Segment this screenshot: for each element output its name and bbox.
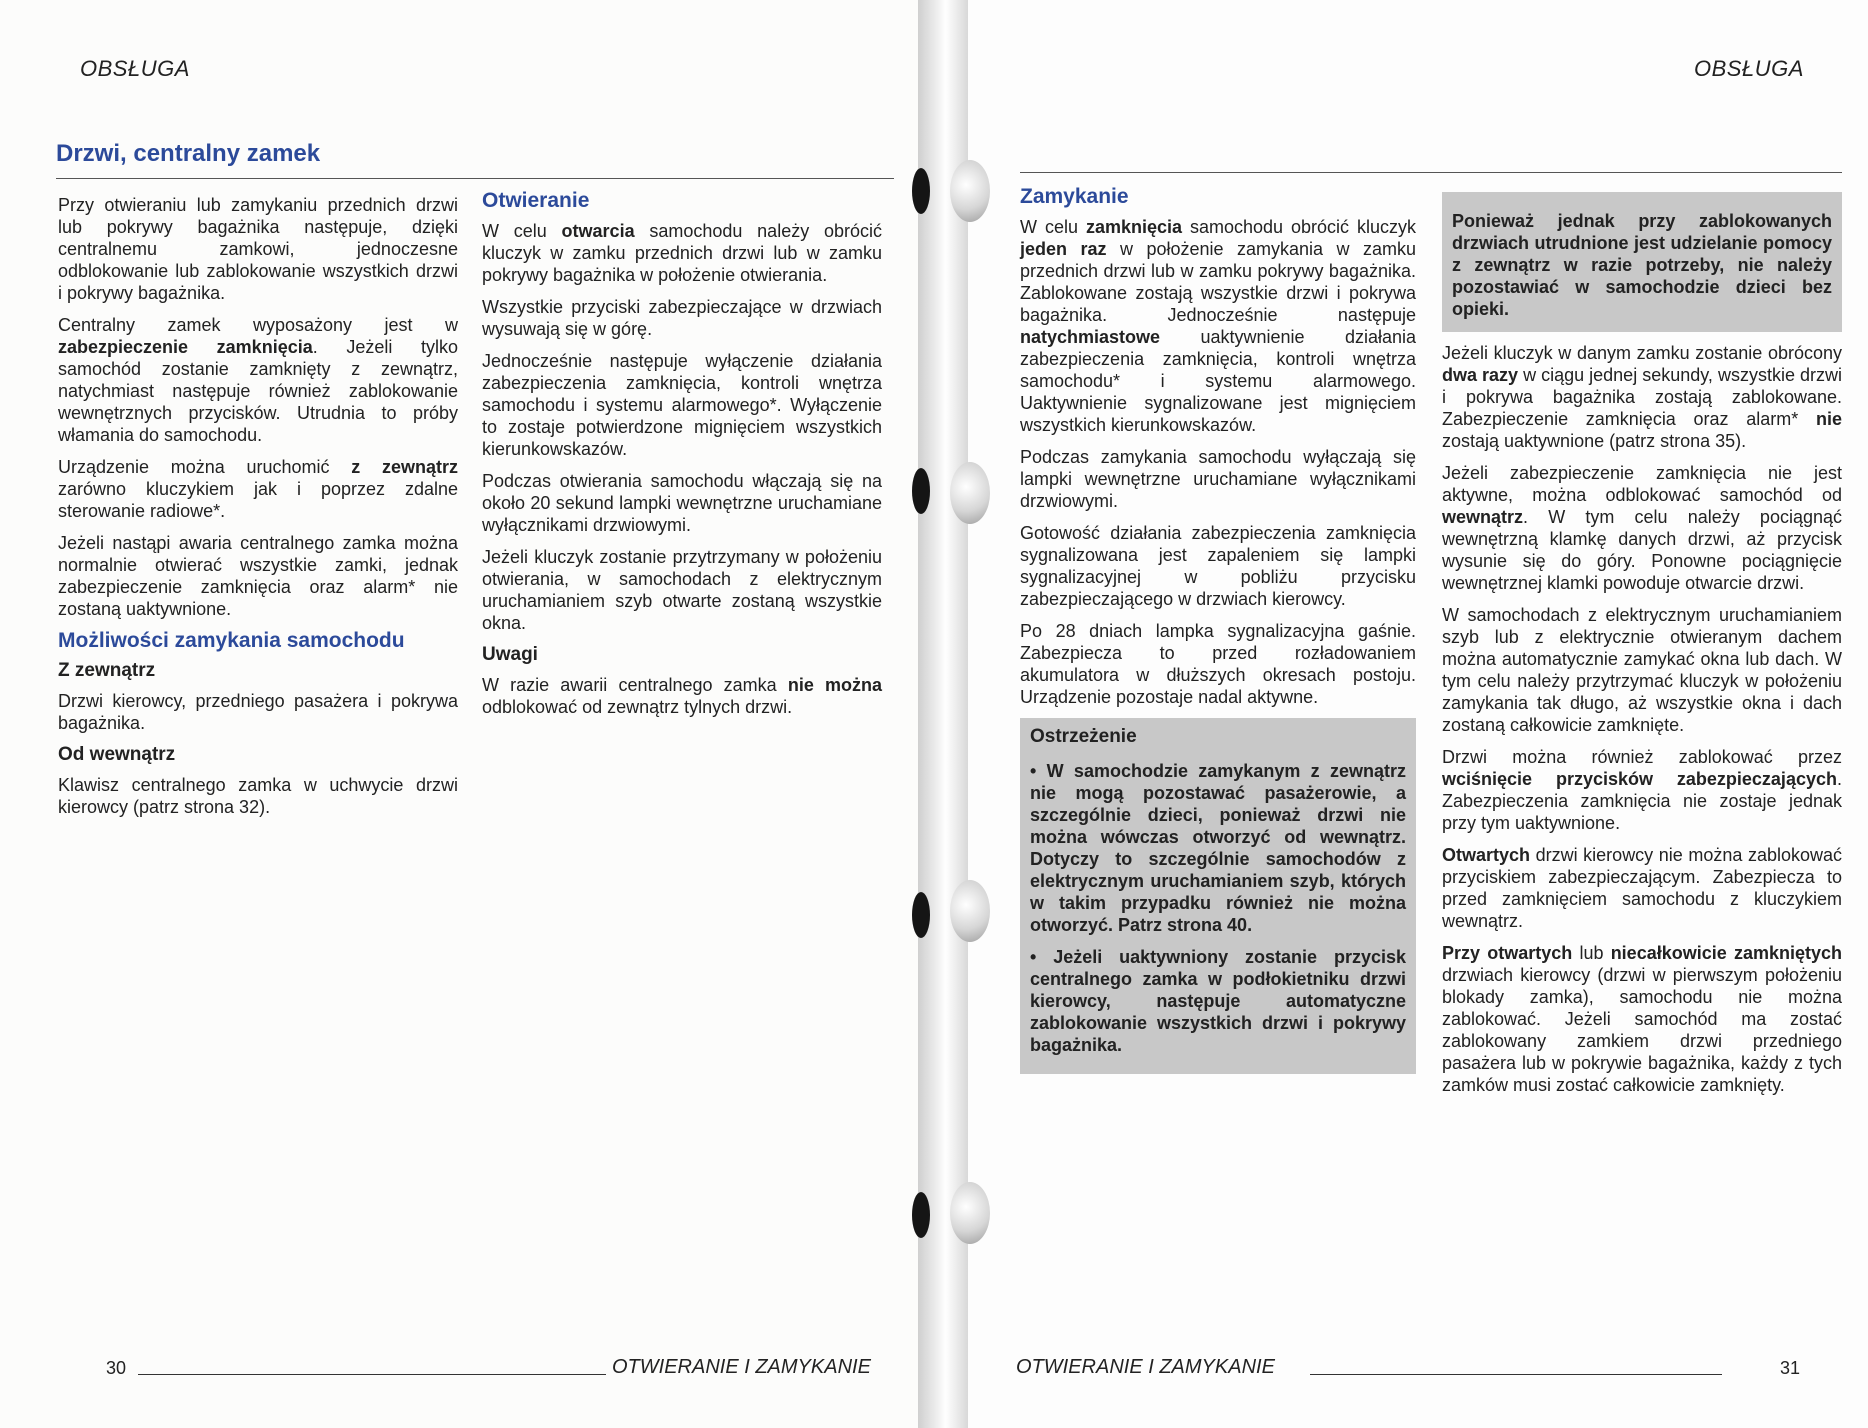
paragraph: Klawisz centralnego zamka w uchwycie drzwi kierowcy (patrz strona 32). [58, 775, 458, 817]
warning-title: Ostrzeżenie [1030, 726, 1137, 747]
warning-item: • Jeżeli uaktywniony zostanie przycisk centralnego zamka w podłokietniku drzwi kierowcy, następuje automatyczne zablokowanie wszystkich drzwi i pokrywy bagażnika. [1030, 947, 1406, 1055]
paragraph: Wszystkie przyciski zabezpieczające w drzwiach wysuwają się w górę. [482, 297, 882, 339]
notice-text: Ponieważ jednak przy zablokowanych drzwiach utrudnione jest udzielanie pomocy z zewnątrz w razie potrzeby, nie należy pozostawiać w samochodzie dzieci bez opieki. [1452, 211, 1832, 319]
paragraph: Jeżeli kluczyk w danym zamku zostanie obrócony dwa razy w ciągu jednej sekundy, wszystkie drzwi i pokrywa bagażnika zostają zablokowane. Zabezpieczenie zamknięcia oraz alarm* nie zostają uaktywnione (patrz strona 35). [1442, 343, 1842, 451]
paragraph: Urządzenie można uruchomić z zewnątrz zarówno kluczykiem jak i poprzez zdalne sterowanie radiowe*. [58, 457, 458, 521]
binding-hole [912, 1192, 930, 1238]
footer-left: OTWIERANIE I ZAMYKANIE [612, 1356, 871, 1378]
warning-box [1020, 718, 1416, 1074]
right-col1 [1020, 186, 1416, 1074]
paragraph: Drzwi można również zablokować przez wciśnięcie przycisków zabezpieczających. Zabezpieczenia zamknięcia nie zostaje jednak przy tym uaktywnione. [1442, 747, 1842, 833]
section-rule [1020, 172, 1842, 173]
paragraph: Jeżeli zabezpieczenie zamknięcia nie jest aktywne, można odblokować samochód od wewnątrz. W tym celu należy pociągnąć wewnętrzną klamkę danych drzwi, aż przycisk wysunie się do góry. Ponowne pociągnięcie wewnętrznej klamki powoduje otwarcie drzwi. [1442, 463, 1842, 593]
paragraph: Podczas otwierania samochodu włączają się na około 20 sekund lampki wewnętrzne uruchamiane wyłącznikami drzwiowymi. [482, 471, 882, 535]
binding-hole [912, 892, 930, 938]
footer-rule-left [138, 1374, 606, 1375]
binding-hole [912, 468, 930, 514]
page-number-left: 30 [106, 1358, 127, 1378]
paragraph: Podczas zamykania samochodu wyłączają się lampki wewnętrzne uruchamiane wyłącznikami drzwiowymi. [1020, 447, 1416, 511]
left-col2 [482, 190, 882, 728]
subheading-zewnatrz: Z zewnątrz [58, 660, 156, 681]
subheading-mozliwosci: Możliwości zamykania samochodu [58, 629, 405, 652]
right-col2 [1442, 192, 1842, 1106]
subheading-wewnatrz: Od wewnątrz [58, 744, 176, 765]
binding-hole [912, 168, 930, 214]
subheading-zamykanie: Zamykanie [1020, 185, 1129, 208]
section-title: Drzwi, centralny zamek [56, 140, 321, 167]
paragraph: Drzwi kierowcy, przedniego pasażera i pokrywa bagażnika. [58, 691, 458, 733]
paragraph: W samochodach z elektrycznym uruchamianiem szyb lub z elektrycznie otwieranym dachem można automatycznie zamykać okna lub dach. W tym celu należy przytrzymać kluczyk w położeniu zamykania tak długo, aż wszystkie okna i dach zostaną całkowicie zamknięte. [1442, 605, 1842, 735]
footer-right: OTWIERANIE I ZAMYKANIE [1016, 1356, 1275, 1378]
paragraph: Jeżeli kluczyk zostanie przytrzymany w położeniu otwierania, w samochodach z elektrycznym uruchamianiem szyb otwarte zostaną wszystkie okna. [482, 547, 882, 633]
paragraph: W celu zamknięcia samochodu obrócić kluczyk jeden raz w położenie zamykania w zamku przednich drzwi lub w zamku pokrywy bagażnika. Zablokowane zostają wszystkie drzwi i pokrywa bagażnika. Jednocześnie następuje natychmiastowe uaktywnienie działania zabezpieczenia zamknięcia, kontroli wnętrza samochodu* i systemu alarmowego. Uaktywnienie sygnalizowane jest mignięciem wszystkich kierunkowskazów. [1020, 217, 1417, 435]
right-header: OBSŁUGA [1694, 56, 1804, 81]
page-number-right: 31 [1780, 1358, 1801, 1378]
left-col1 [58, 194, 458, 828]
paragraph: Jeżeli nastąpi awaria centralnego zamka można normalnie otwierać wszystkie zamki, jednak zabezpieczenie zamknięcia oraz alarm* nie zostaną uaktywnione. [58, 533, 458, 619]
left-header: OBSŁUGA [80, 56, 190, 81]
subheading-uwagi: Uwagi [482, 644, 538, 665]
footer-rule-right [1310, 1374, 1722, 1375]
paragraph: Przy otwieraniu lub zamykaniu przednich drzwi lub pokrywy bagażnika następuje, dzięki centralnemu zamkowi, jednoczesne odblokowanie lub zablokowanie wszystkich drzwi i pokrywy bagażnika. [58, 195, 458, 303]
paragraph: Gotowość działania zabezpieczenia zamknięcia sygnalizowana jest zapaleniem się lampki sygnalizacyjnej w pobliżu przycisku zabezpieczającego w drzwiach kierowcy. [1020, 523, 1416, 609]
notice-box [1442, 192, 1842, 332]
right-page [950, 0, 1868, 1428]
paragraph: Po 28 dniach lampka sygnalizacyjna gaśnie. Zabezpiecza to przed rozładowaniem akumulatora w dłuższych okresach postoju. Urządzenie pozostaje nadal aktywne. [1020, 621, 1416, 707]
paragraph: Otwartych drzwi kierowcy nie można zablokować przyciskiem zabezpieczającym. Zabezpiecza to przed zamknięciem samochodu z kluczykiem wewnątrz. [1442, 845, 1842, 931]
paragraph: Centralny zamek wyposażony jest w zabezpieczenie zamknięcia. Jeżeli tylko samochód zostanie zamknięty z zewnątrz, natychmiast następuje również zablokowanie wewnętrznych przycisków. Utrudnia to próby włamania do samochodu. [58, 315, 458, 445]
paragraph: Przy otwartych lub niecałkowicie zamkniętych drzwiach kierowcy (drzwi w pierwszym położeniu blokady zamka), samochodu nie można zablokować. Jeżeli samochód ma zostać zablokowany zamkiem drzwi przedniego pasażera lub w pokrywie bagażnika, każdy z tych zamków musi zostać całkowicie zamknięty. [1442, 943, 1842, 1095]
section-rule [56, 178, 894, 179]
subheading-otwieranie: Otwieranie [482, 189, 590, 212]
paragraph: W razie awarii centralnego zamka nie można odblokować od zewnątrz tylnych drzwi. [482, 675, 883, 717]
paragraph: W celu otwarcia samochodu należy obrócić kluczyk w zamku przednich drzwi lub w zamku pokrywy bagażnika w położenie otwierania. [482, 221, 882, 285]
paragraph: Jednocześnie następuje wyłączenie działania zabezpieczenia zamknięcia, kontroli wnętrza samochodu i systemu alarmowego*. Wyłączenie to zostaje potwierdzone mignięciem wszystkich kierunkowskazów. [482, 351, 882, 459]
warning-item: • W samochodzie zamykanym z zewnątrz nie mogą pozostawać pasażerowie, a szczególnie dzieci, ponieważ drzwi nie można wówczas otworzyć od wewnątrz. Dotyczy to szczególnie samochodów z elektrycznym uruchamianiem szyb, których w takim przypadku również nie można otworzyć. Patrz strona 40. [1030, 761, 1406, 935]
